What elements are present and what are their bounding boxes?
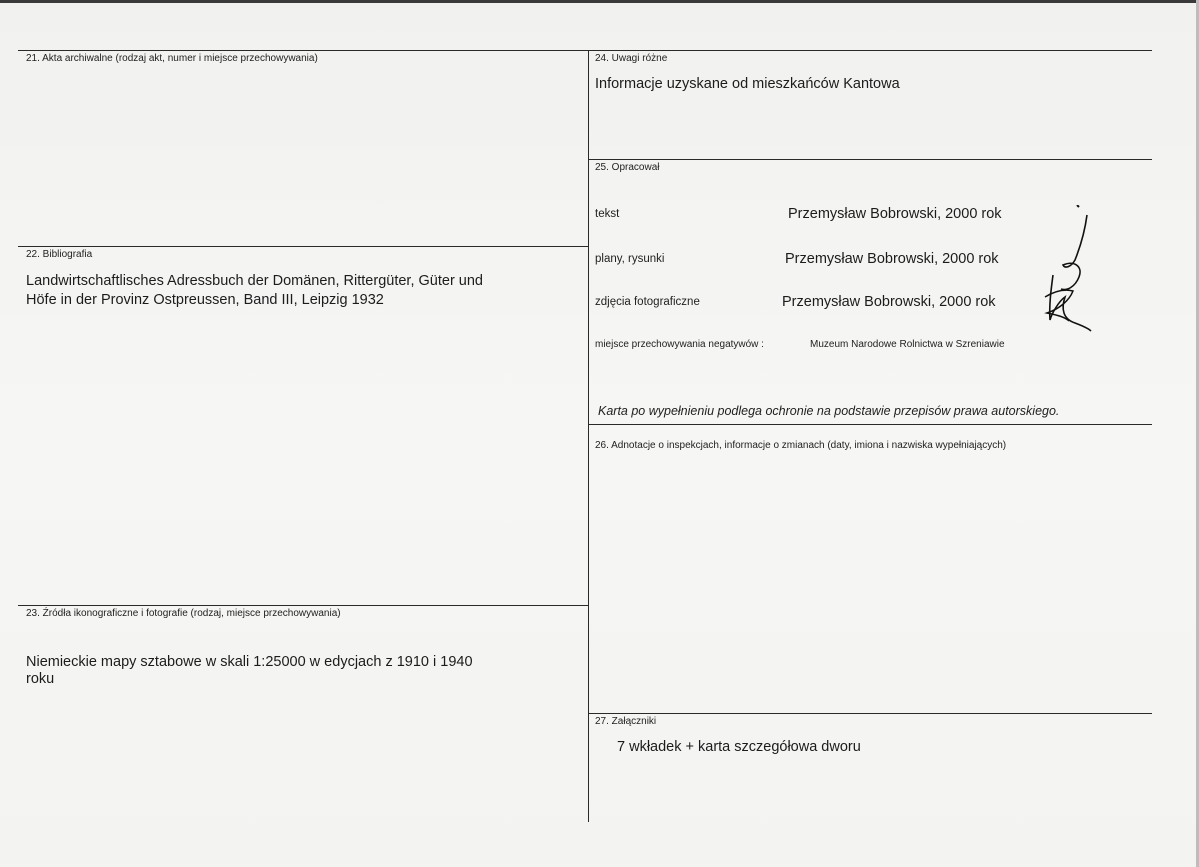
negatives-storage-label: miejsce przechowywania negatywów :	[595, 339, 764, 350]
author-row-photos-label: zdjęcia fotograficzne	[595, 296, 700, 308]
bibliography-line-1: Landwirtschaftlisches Adressbuch der Domänen, Rittergüter, Güter und	[26, 273, 483, 289]
section-25-label: 25. Opracował	[595, 162, 660, 173]
bibliography-line-2: Höfe in der Provinz Ostpreussen, Band III, Leipzig 1932	[26, 292, 384, 308]
section-24-label: 24. Uwagi różne	[595, 53, 668, 64]
divider-26-27	[588, 713, 1152, 714]
divider-24-25	[588, 159, 1152, 160]
author-row-photos-value: Przemysław Bobrowski, 2000 rok	[782, 294, 996, 310]
section-23-label: 23. Źródła ikonograficzne i fotografie (rodzaj, miejsce przechowywania)	[26, 608, 341, 619]
attachments-text: 7 wkładek + karta szczegółowa dworu	[617, 739, 861, 755]
author-row-text-value: Przemysław Bobrowski, 2000 rok	[788, 206, 1002, 222]
divider-25-26	[588, 424, 1152, 425]
divider-center	[588, 50, 589, 822]
author-row-plans-label: plany, rysunki	[595, 253, 665, 265]
section-21-label: 21. Akta archiwalne (rodzaj akt, numer i miejsce przechowywania)	[26, 53, 318, 64]
section-27-label: 27. Załączniki	[595, 716, 657, 727]
copyright-note: Karta po wypełnieniu podlega ochronie na podstawie przepisów prawa autorskiego.	[598, 404, 1060, 418]
handwritten-signature	[1035, 205, 1105, 340]
card-top-edge	[0, 0, 1199, 3]
divider-22-23	[18, 605, 588, 606]
iconographic-sources-line-2: roku	[26, 671, 55, 687]
iconographic-sources-line-1: Niemieckie mapy sztabowe w skali 1:25000 w edycjach z 1910 i 1940	[26, 654, 473, 670]
divider-top	[18, 50, 1152, 51]
section-22-label: 22. Bibliografia	[26, 249, 93, 260]
author-row-plans-value: Przemysław Bobrowski, 2000 rok	[785, 251, 999, 267]
remarks-text: Informacje uzyskane od mieszkańców Kantowa	[595, 76, 900, 92]
negatives-storage-value: Muzeum Narodowe Rolnictwa w Szreniawie	[810, 339, 1005, 350]
divider-21-22	[18, 246, 588, 247]
author-row-text-label: tekst	[595, 208, 620, 220]
section-26-label: 26. Adnotacje o inspekcjach, informacje o zmianach (daty, imiona i nazwiska wypełniających)	[595, 440, 1007, 451]
